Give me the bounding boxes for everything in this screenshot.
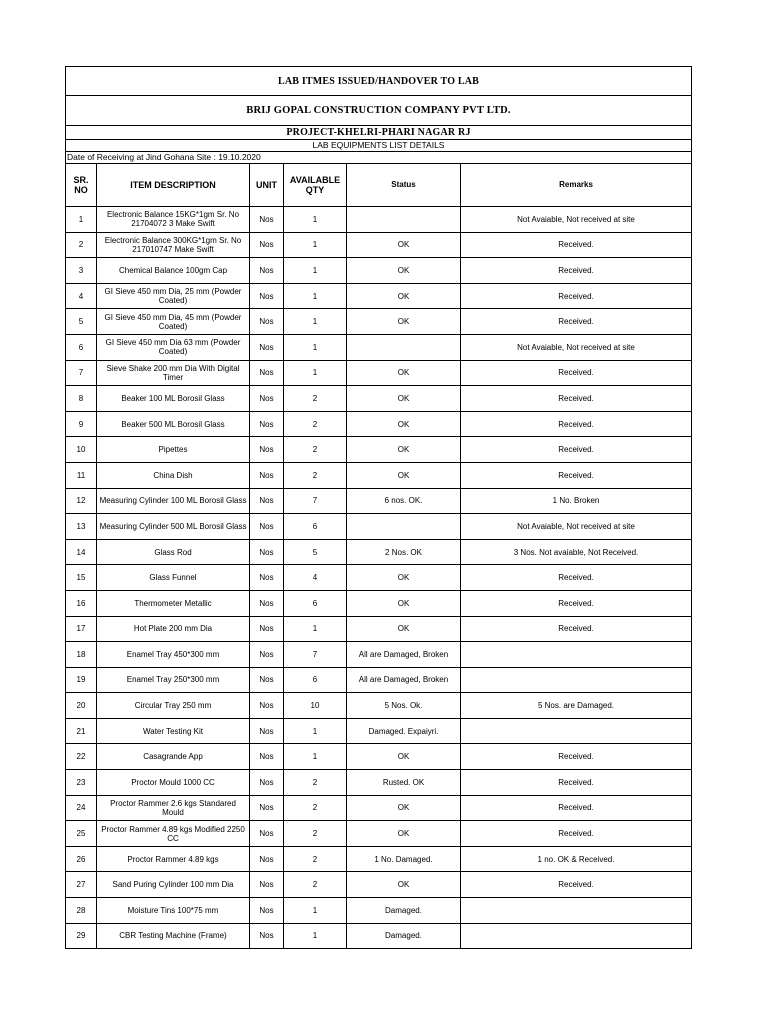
status-cell: 1 No. Damaged. [347,846,461,872]
column-header-status: Status [347,164,461,207]
available-qty-cell: 1 [284,283,347,309]
qty-header-line2: QTY [305,185,325,195]
date-row-blank-cell [461,152,692,164]
available-qty-cell: 2 [284,872,347,898]
unit-cell: Nos [250,334,284,360]
available-qty-cell: 1 [284,207,347,233]
unit-cell: Nos [250,821,284,847]
unit-cell: Nos [250,207,284,233]
sheet-title: LAB ITMES ISSUED/HANDOVER TO LAB [66,67,692,96]
sr-no-cell: 20 [66,693,97,719]
status-cell: OK [347,590,461,616]
table-row [66,923,692,949]
status-cell: Rusted. OK [347,770,461,796]
table-row [66,590,692,616]
sr-no-cell: 25 [66,821,97,847]
unit-cell: Nos [250,437,284,463]
unit-cell: Nos [250,846,284,872]
unit-cell: Nos [250,539,284,565]
status-cell: OK [347,309,461,335]
available-qty-cell: 2 [284,462,347,488]
status-cell: OK [347,386,461,412]
remarks-cell: 1 no. OK & Received. [461,846,692,872]
table-row [66,846,692,872]
available-qty-cell: 2 [284,386,347,412]
sr-no-cell: 17 [66,616,97,642]
available-qty-cell: 2 [284,821,347,847]
unit-cell: Nos [250,642,284,668]
available-qty-cell: 1 [284,923,347,949]
status-cell: 5 Nos. Ok. [347,693,461,719]
date-row [66,152,692,164]
lab-items-sheet [65,66,692,949]
unit-cell: Nos [250,590,284,616]
item-description-cell: Proctor Rammer 4.89 kgs Modified 2250 CC [97,821,250,847]
item-description-cell: China Dish [97,462,250,488]
available-qty-cell: 6 [284,514,347,540]
available-qty-cell: 1 [284,309,347,335]
status-cell: OK [347,437,461,463]
available-qty-cell: 1 [284,334,347,360]
item-description-cell: Glass Funnel [97,565,250,591]
status-cell: 6 nos. OK. [347,488,461,514]
sr-no-cell: 27 [66,872,97,898]
table-row [66,667,692,693]
remarks-cell: Received. [461,258,692,284]
unit-cell: Nos [250,667,284,693]
table-row [66,565,692,591]
available-qty-cell: 1 [284,232,347,258]
status-cell [347,514,461,540]
available-qty-cell: 1 [284,718,347,744]
remarks-cell: Received. [461,386,692,412]
unit-cell: Nos [250,488,284,514]
column-header-sr [66,164,97,207]
remarks-cell: Received. [461,795,692,821]
available-qty-cell: 2 [284,437,347,463]
remarks-cell [461,718,692,744]
table-row [66,360,692,386]
company-name: BRIJ GOPAL CONSTRUCTION COMPANY PVT LTD. [66,96,692,126]
unit-cell: Nos [250,232,284,258]
remarks-cell: 3 Nos. Not avaiable, Not Received. [461,539,692,565]
company-row [66,96,692,126]
table-row [66,283,692,309]
column-header-remarks: Remarks [461,164,692,207]
qty-header-line1: AVAILABLE [289,175,341,185]
sr-no-cell: 11 [66,462,97,488]
sr-no-cell: 6 [66,334,97,360]
table-row [66,207,692,233]
table-row [66,411,692,437]
available-qty-cell: 7 [284,642,347,668]
remarks-cell: Received. [461,411,692,437]
unit-cell: Nos [250,795,284,821]
remarks-cell: Received. [461,360,692,386]
item-description-cell: Moisture Tins 100*75 mm [97,898,250,924]
sr-no-cell: 7 [66,360,97,386]
table-row [66,770,692,796]
available-qty-cell: 1 [284,360,347,386]
sr-no-cell: 8 [66,386,97,412]
unit-cell: Nos [250,770,284,796]
remarks-cell: Received. [461,616,692,642]
table-row [66,898,692,924]
item-description-cell: Enamel Tray 250*300 mm [97,667,250,693]
table-row [66,821,692,847]
available-qty-cell: 4 [284,565,347,591]
unit-cell: Nos [250,283,284,309]
sr-no-cell: 23 [66,770,97,796]
unit-cell: Nos [250,565,284,591]
remarks-cell: Received. [461,232,692,258]
status-cell: OK [347,462,461,488]
table-row [66,795,692,821]
item-description-cell: Proctor Rammer 2.6 kgs Standared Mould [97,795,250,821]
item-description-cell: Enamel Tray 450*300 mm [97,642,250,668]
remarks-cell: Not Avaiable, Not received at site [461,207,692,233]
item-description-cell: CBR Testing Machine (Frame) [97,923,250,949]
item-description-cell: Casagrande App [97,744,250,770]
item-description-cell: Sand Puring Cylinder 100 mm Dia [97,872,250,898]
available-qty-cell: 10 [284,693,347,719]
available-qty-cell: 2 [284,770,347,796]
project-name: PROJECT-KHELRI-PHARI NAGAR RJ [66,126,692,140]
table-row [66,437,692,463]
sr-no-cell: 15 [66,565,97,591]
available-qty-cell: 1 [284,258,347,284]
sr-header-line1: SR. [73,175,89,185]
title-row [66,67,692,96]
remarks-cell: Not Avaiable, Not received at site [461,514,692,540]
table-row [66,488,692,514]
status-cell: OK [347,360,461,386]
remarks-cell: Received. [461,565,692,591]
status-cell: All are Damaged, Broken [347,667,461,693]
remarks-cell: Received. [461,462,692,488]
sr-no-cell: 1 [66,207,97,233]
item-description-cell: Water Testing Kit [97,718,250,744]
table-row [66,616,692,642]
unit-cell: Nos [250,898,284,924]
sr-no-cell: 26 [66,846,97,872]
unit-cell: Nos [250,258,284,284]
remarks-cell: 1 No. Broken [461,488,692,514]
item-description-cell: Proctor Rammer 4.89 kgs [97,846,250,872]
sr-no-cell: 22 [66,744,97,770]
table-row [66,642,692,668]
table-row [66,718,692,744]
sr-no-cell: 9 [66,411,97,437]
column-header-unit: UNIT [250,164,284,207]
unit-cell: Nos [250,693,284,719]
sr-no-cell: 10 [66,437,97,463]
remarks-cell [461,923,692,949]
status-cell: OK [347,411,461,437]
status-cell: OK [347,744,461,770]
status-cell: OK [347,565,461,591]
status-cell: OK [347,258,461,284]
sr-no-cell: 19 [66,667,97,693]
sr-no-cell: 24 [66,795,97,821]
unit-cell: Nos [250,872,284,898]
unit-cell: Nos [250,718,284,744]
available-qty-cell: 1 [284,898,347,924]
table-row [66,539,692,565]
unit-cell: Nos [250,386,284,412]
table-row [66,309,692,335]
item-description-cell: Glass Rod [97,539,250,565]
unit-cell: Nos [250,616,284,642]
unit-cell: Nos [250,514,284,540]
table-row [66,334,692,360]
remarks-cell: Received. [461,770,692,796]
item-description-cell: Measuring Cylinder 100 ML Borosil Glass [97,488,250,514]
table-row [66,872,692,898]
sr-no-cell: 3 [66,258,97,284]
available-qty-cell: 1 [284,744,347,770]
item-description-cell: Electronic Balance 15KG*1gm Sr. No 21704072 3 Make Swift [97,207,250,233]
table-row [66,693,692,719]
status-cell: OK [347,795,461,821]
item-description-cell: Circular Tray 250 mm [97,693,250,719]
item-description-cell: Chemical Balance 100gm Cap [97,258,250,284]
column-header-item: ITEM DESCRIPTION [97,164,250,207]
sr-no-cell: 21 [66,718,97,744]
sr-no-cell: 12 [66,488,97,514]
column-header-row [66,164,692,207]
sr-no-cell: 18 [66,642,97,668]
status-cell: Damaged. [347,923,461,949]
sr-no-cell: 2 [66,232,97,258]
table-row [66,744,692,770]
remarks-cell: Received. [461,283,692,309]
sr-no-cell: 28 [66,898,97,924]
table-row [66,514,692,540]
sr-header-line2: NO [74,185,88,195]
available-qty-cell: 6 [284,667,347,693]
status-cell: OK [347,872,461,898]
item-description-cell: Beaker 100 ML Borosil Glass [97,386,250,412]
item-description-cell: GI Sieve 450 mm Dia 63 mm (Powder Coated) [97,334,250,360]
remarks-cell: 5 Nos. are Damaged. [461,693,692,719]
item-description-cell: Measuring Cylinder 500 ML Borosil Glass [97,514,250,540]
sr-no-cell: 29 [66,923,97,949]
item-description-cell: Beaker 500 ML Borosil Glass [97,411,250,437]
item-description-cell: Electronic Balance 300KG*1gm Sr. No 217010747 Make Swift [97,232,250,258]
unit-cell: Nos [250,411,284,437]
item-description-cell: GI Sieve 450 mm Dia, 25 mm (Powder Coated) [97,283,250,309]
item-description-cell: Thermometer Metallic [97,590,250,616]
status-cell: Damaged. Expaiyri. [347,718,461,744]
status-cell: OK [347,232,461,258]
unit-cell: Nos [250,462,284,488]
remarks-cell: Received. [461,309,692,335]
unit-cell: Nos [250,360,284,386]
remarks-cell [461,642,692,668]
table-row [66,386,692,412]
available-qty-cell: 2 [284,795,347,821]
unit-cell: Nos [250,309,284,335]
status-cell [347,207,461,233]
remarks-cell: Received. [461,872,692,898]
available-qty-cell: 6 [284,590,347,616]
available-qty-cell: 7 [284,488,347,514]
sr-no-cell: 5 [66,309,97,335]
item-description-cell: Hot Plate 200 mm Dia [97,616,250,642]
available-qty-cell: 5 [284,539,347,565]
item-description-cell: Sieve Shake 200 mm Dia With Digital Timer [97,360,250,386]
status-cell: Damaged. [347,898,461,924]
sr-no-cell: 13 [66,514,97,540]
remarks-cell: Received. [461,437,692,463]
status-cell: OK [347,283,461,309]
unit-cell: Nos [250,923,284,949]
available-qty-cell: 2 [284,411,347,437]
table-row [66,462,692,488]
remarks-cell: Received. [461,821,692,847]
sr-no-cell: 14 [66,539,97,565]
status-cell: 2 Nos. OK [347,539,461,565]
column-header-qty [284,164,347,207]
remarks-cell [461,667,692,693]
item-description-cell: GI Sieve 450 mm Dia, 45 mm (Powder Coated) [97,309,250,335]
project-row [66,126,692,140]
sr-no-cell: 16 [66,590,97,616]
list-title-row [66,140,692,152]
remarks-cell: Received. [461,590,692,616]
item-description-cell: Pipettes [97,437,250,463]
status-cell: All are Damaged, Broken [347,642,461,668]
status-cell: OK [347,616,461,642]
status-cell: OK [347,821,461,847]
sheet-body [66,67,692,949]
unit-cell: Nos [250,744,284,770]
remarks-cell: Received. [461,744,692,770]
remarks-cell [461,898,692,924]
list-title: LAB EQUIPMENTS LIST DETAILS [66,140,692,152]
receiving-date: Date of Receiving at Jind Gohana Site : 19.10.2020 [66,152,461,164]
item-description-cell: Proctor Mould 1000 CC [97,770,250,796]
remarks-cell: Not Avaiable, Not received at site [461,334,692,360]
status-cell [347,334,461,360]
available-qty-cell: 1 [284,616,347,642]
table-row [66,258,692,284]
sr-no-cell: 4 [66,283,97,309]
table-row [66,232,692,258]
available-qty-cell: 2 [284,846,347,872]
